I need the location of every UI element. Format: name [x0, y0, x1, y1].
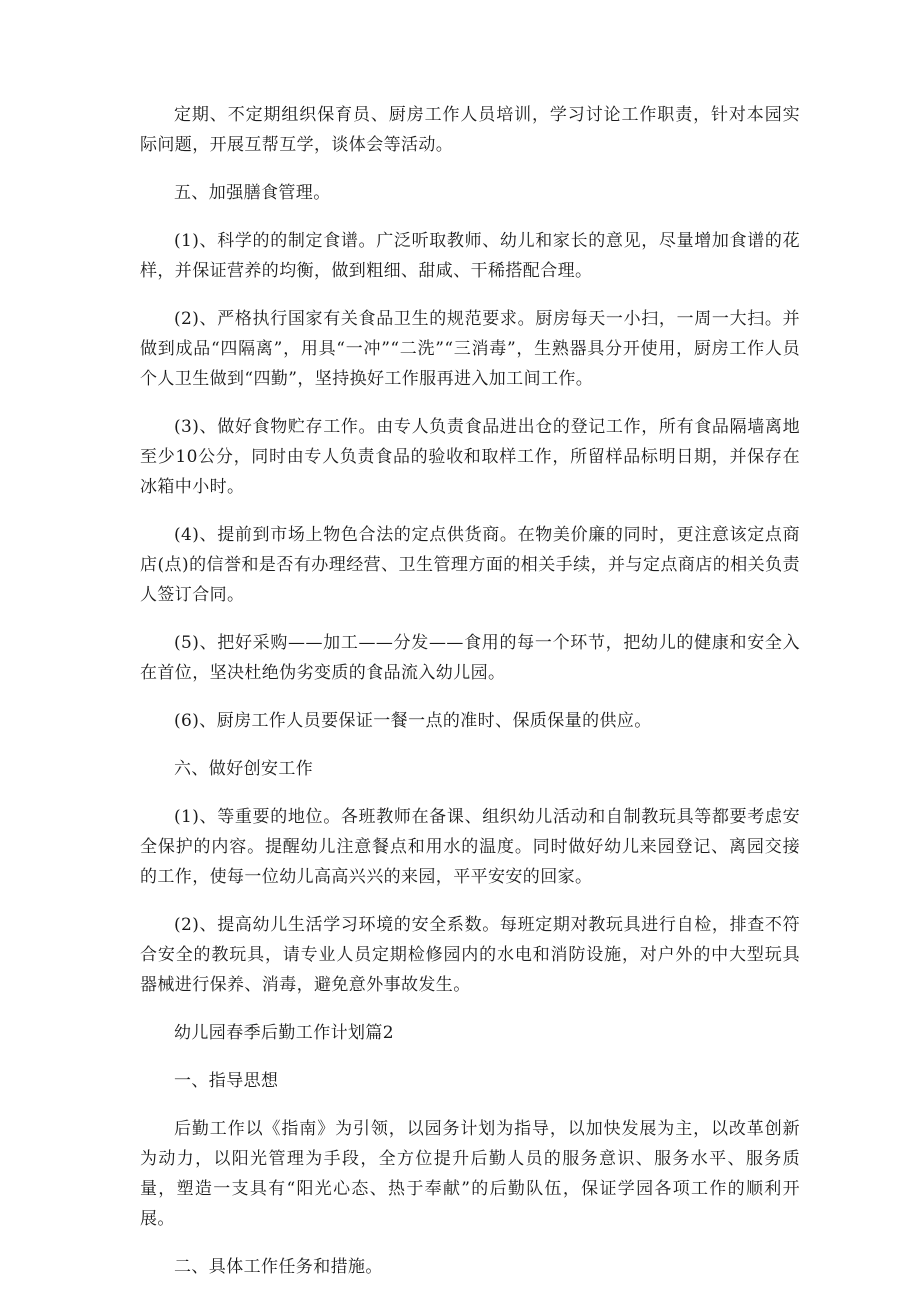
heading-diet-management: 五、加强膳食管理。 — [174, 183, 331, 203]
paragraph-diet-2: (2)、严格执行国家有关食品卫生的规范要求。厨房每天一小扫，一周一大扫。并做到成品“四隔离”，用具“一冲”“二洗”“三消毒”，生熟器具分开使用，厨房工作人员个人卫生做到“四勤”，坚持换好工作服再进入加工间工作。 — [140, 309, 800, 389]
paragraph-safety-1: (1)、等重要的地位。各班教师在备课、组织幼儿活动和自制教玩具等都要考虑安全保护的内容。提醒幼儿注意餐点和用水的温度。同时做好幼儿来园登记、离园交接的工作，使每一位幼儿高高兴兴的来园，平平安安的回家。 — [140, 807, 800, 887]
paragraph-diet-1: (1)、科学的的制定食谱。广泛听取教师、幼儿和家长的意见，尽量增加食谱的花样，并保证营养的均衡，做到粗细、甜咸、干稀搭配合理。 — [140, 231, 800, 281]
section-title-plan-2: 幼儿园春季后勤工作计划篇2 — [174, 1023, 395, 1043]
paragraph-training: 定期、不定期组织保育员、厨房工作人员培训，学习讨论工作职责，针对本园实际问题，开展互帮互学，谈体会等活动。 — [140, 105, 800, 155]
paragraph-diet-5: (5)、把好采购——加工——分发——食用的每一个环节，把幼儿的健康和安全入在首位，坚决杜绝伪劣变质的食品流入幼儿园。 — [140, 633, 800, 683]
paragraph-guiding-ideology: 后勤工作以《指南》为引领，以园务计划为指导，以加快发展为主，以改革创新为动力，以阳光管理为手段，全方位提升后勤人员的服务意识、服务水平、服务质量，塑造一支具有“阳光心态、热于奉献”的后勤队伍，保证学园各项工作的顺利开展。 — [140, 1119, 800, 1229]
document-body — [140, 100, 800, 1300]
paragraph-diet-4: (4)、提前到市场上物色合法的定点供货商。在物美价廉的同时，更注意该定点商店(点)的信誉和是否有办理经营、卫生管理方面的相关手续，并与定点商店的相关负责人签订合同。 — [140, 525, 800, 605]
heading-guiding-ideology: 一、指导思想 — [174, 1071, 279, 1091]
paragraph-diet-6: (6)、厨房工作人员要保证一餐一点的准时、保质保量的供应。 — [174, 711, 652, 731]
heading-safety-work: 六、做好创安工作 — [174, 759, 314, 779]
heading-specific-tasks: 二、具体工作任务和措施。 — [174, 1257, 383, 1277]
paragraph-safety-2: (2)、提高幼儿生活学习环境的安全系数。每班定期对教玩具进行自检，排查不符合安全的教玩具，请专业人员定期检修园内的水电和消防设施，对户外的中大型玩具器械进行保养、消毒，避免意外事故发生。 — [140, 915, 800, 995]
paragraph-diet-3: (3)、做好食物贮存工作。由专人负责食品进出仓的登记工作，所有食品隔墙离地至少10公分，同时由专人负责食品的验收和取样工作，所留样品标明日期，并保存在冰箱中小时。 — [140, 417, 800, 497]
